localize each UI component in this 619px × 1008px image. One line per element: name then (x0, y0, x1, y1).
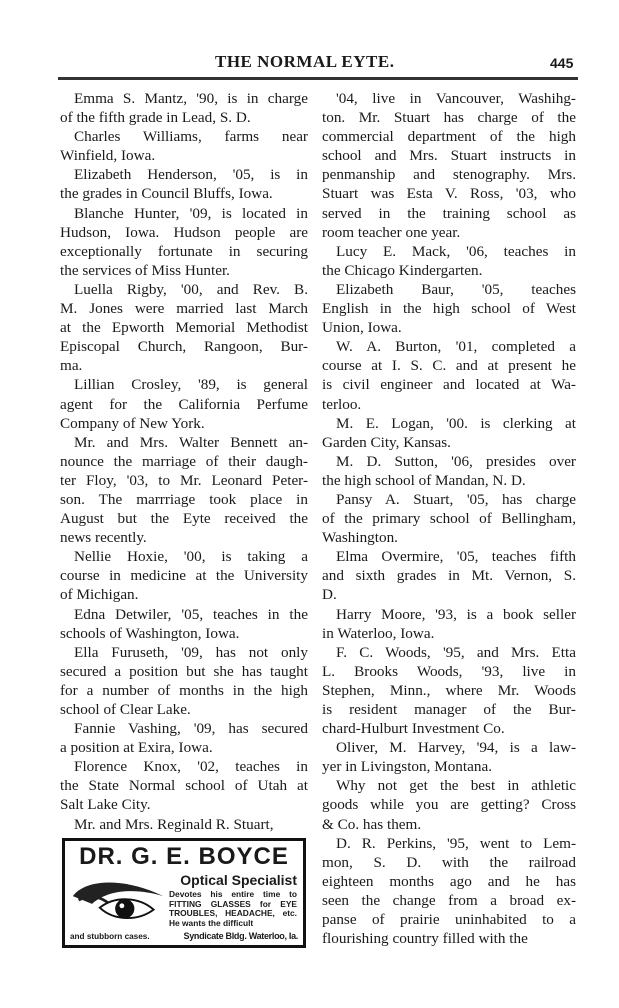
paragraph-line: of the primary school of Bellingham, (322, 510, 576, 528)
paragraph-line: room teacher one year. (322, 223, 461, 241)
paragraph-line: Hudson, Iowa. Hudson people are (60, 223, 308, 241)
paragraph-line: the high school of Mandan, N. D. (322, 471, 526, 489)
paragraph-line: Stephen, Minn., where Mr. Woods (322, 681, 576, 699)
ad-bottom-row (70, 930, 298, 942)
page-number: 445 (550, 55, 574, 71)
paragraph-line: W. A. Burton, '01, completed a (336, 338, 576, 356)
paragraph-line: Lillian Crosley, '89, is general (74, 376, 308, 394)
paragraph-line: at the Epworth Memorial Methodist (60, 319, 308, 337)
paragraph-line: Washington. (322, 529, 398, 547)
paragraph-line: ter Floy, '03, to Mr. Leonard Peter- (60, 471, 308, 489)
paragraph-line: for a number of months in the high (60, 681, 308, 699)
paragraph-line: D. R. Perkins, '95, went to Lem- (336, 834, 576, 852)
paragraph-line: yer in Livingston, Montana. (322, 758, 492, 776)
paragraph-line: Union, Iowa. (322, 319, 402, 337)
advertisement-boyce (62, 838, 306, 948)
paragraph-line: '04, live in Vancouver, Washihg- (336, 90, 576, 107)
paragraph-line: nounce the marriage of their daugh- (60, 452, 308, 470)
paragraph-line: Elizabeth Baur, '05, teaches (336, 280, 576, 298)
paragraph-line: commercial department of the high (322, 128, 576, 146)
paragraph-line: penmanship and stenography. Mrs. (322, 166, 576, 184)
left-column (60, 89, 308, 834)
paragraph-line: panse of prairie uninhabited to a (322, 911, 576, 929)
ad-footer: and stubborn cases. (70, 932, 150, 941)
paragraph-line: the Chicago Kindergarten. (322, 261, 483, 279)
paragraph-line: Harry Moore, '93, is a book seller (336, 605, 576, 623)
paragraph-line: M. E. Logan, '00. is clerking at (336, 414, 576, 432)
paragraph-line: goods while you are getting? Cross (322, 796, 576, 814)
eye-illustration-icon (70, 875, 168, 925)
paragraph-line: ma. (60, 357, 83, 375)
paragraph-line: Emma S. Mantz, '90, is in charge (74, 90, 308, 107)
paragraph-line: & Co. has them. (322, 815, 422, 833)
paragraph-line: exceptionally fortunate in securing (60, 242, 308, 260)
paragraph-line: served in the training school as (322, 204, 576, 222)
paragraph-line: ton. Mr. Stuart has charge of the (322, 109, 576, 127)
paragraph-line: Florence Knox, '02, teaches in (74, 758, 308, 776)
paragraph-line: course in medicine at the University (60, 567, 308, 585)
paragraph-line: Company of New York. (60, 414, 205, 432)
paragraph-line: flourishing country filled with the (322, 930, 528, 948)
paragraph-line: Edna Detwiler, '05, teaches in the (74, 605, 308, 623)
paragraph-line: Charles Williams, farms near (74, 128, 308, 146)
paragraph-line: D. (322, 586, 337, 604)
paragraph-line: a position at Exira, Iowa. (60, 739, 213, 757)
paragraph-line: English in the high school of West (322, 300, 576, 318)
paragraph-line: eighteen months ago and he has (322, 872, 576, 890)
paragraph-line: Pansy A. Stuart, '05, has charge (336, 490, 576, 508)
paragraph-line: Oliver, M. Harvey, '94, is a law- (336, 739, 576, 757)
paragraph-line: Mr. and Mrs. Reginald R. Stuart, (74, 815, 274, 833)
paragraph-line: the services of Miss Hunter. (60, 261, 230, 279)
paragraph-line: agent for the California Perfume (60, 395, 308, 413)
paragraph-line: chard-Hulburt Investment Co. (322, 720, 505, 738)
journal-title: THE NORMAL EYTE. (215, 52, 395, 71)
paragraph-line: Fannie Vashing, '09, has secured (74, 720, 308, 738)
right-column (322, 89, 576, 948)
ad-specialty: Optical Specialist (180, 872, 297, 888)
paragraph-line: Garden City, Kansas. (322, 433, 451, 451)
ad-address: Syndicate Bldg. Waterloo, Ia. (183, 931, 298, 941)
paragraph-line: seen the change from a broad ex- (322, 891, 576, 909)
paragraph-line: terloo. (322, 395, 362, 413)
paragraph-line: Salt Lake City. (60, 796, 151, 814)
paragraph-line: son. The marrriage took place in (60, 490, 308, 508)
paragraph-line: secured a position but she has taught (60, 662, 308, 680)
paragraph-line: course at I. S. C. and at present he (322, 357, 576, 375)
paragraph-line: M. Jones were married last March (60, 300, 308, 318)
paragraph-line: August but the Eyte received the (60, 510, 308, 528)
paragraph-line: Mr. and Mrs. Walter Bennett an- (74, 433, 308, 451)
ad-description: Devotes his entire time to FITTING GLASSES for EYE TROUBLES, HEADACHE, etc. He wants the difficult (169, 889, 297, 928)
paragraph-line: Nellie Hoxie, '00, is taking a (74, 548, 308, 566)
paragraph-line: F. C. Woods, '95, and Mrs. Etta (336, 643, 576, 661)
paragraph-line: mon, S. D. with the railroad (322, 853, 576, 871)
paragraph-line: news recently. (60, 529, 147, 547)
paragraph-line: in Waterloo, Iowa. (322, 624, 435, 642)
paragraph-line: is civil engineer and located at Wa- (322, 376, 576, 394)
paragraph-line: school and Mrs. Stuart instructs in (322, 147, 576, 165)
paragraph-line: schools of Washington, Iowa. (60, 624, 240, 642)
paragraph-line: Elizabeth Henderson, '05, is in (74, 166, 308, 184)
paragraph-line: is resident manager of the Bur- (322, 701, 576, 718)
paragraph-line: Lucy E. Mack, '06, teaches in (336, 242, 576, 260)
paragraph-line: the State Normal school of Utah at (60, 777, 308, 795)
paragraph-line: Episcopal Church, Rangoon, Bur- (60, 338, 308, 356)
paragraph-line: of the fifth grade in Lead, S. D. (60, 109, 251, 127)
paragraph-line: Blanche Hunter, '09, is located in (74, 204, 308, 222)
paragraph-line: Winfield, Iowa. (60, 147, 156, 165)
paragraph-line: of Michigan. (60, 586, 139, 604)
ad-name: DR. G. E. BOYCE (79, 843, 289, 870)
paragraph-line: Elma Overmire, '05, teaches fifth (336, 548, 576, 566)
paragraph-line: Luella Rigby, '00, and Rev. B. (74, 280, 308, 298)
paragraph-line: Stuart was Esta V. Ross, '03, who (322, 185, 576, 203)
paragraph-line: Ella Furuseth, '09, has not only (74, 643, 308, 661)
paragraph-line: and sixth grades in Mt. Vernon, S. (322, 567, 576, 585)
paragraph-line: school of Clear Lake. (60, 701, 191, 718)
header-rule (58, 77, 578, 80)
paragraph-line: the grades in Council Bluffs, Iowa. (60, 185, 273, 203)
paragraph-line: M. D. Sutton, '06, presides over (336, 452, 576, 470)
paragraph-line: Why not get the best in athletic (336, 777, 576, 795)
paragraph-line: L. Brooks Woods, '93, live in (322, 662, 576, 680)
